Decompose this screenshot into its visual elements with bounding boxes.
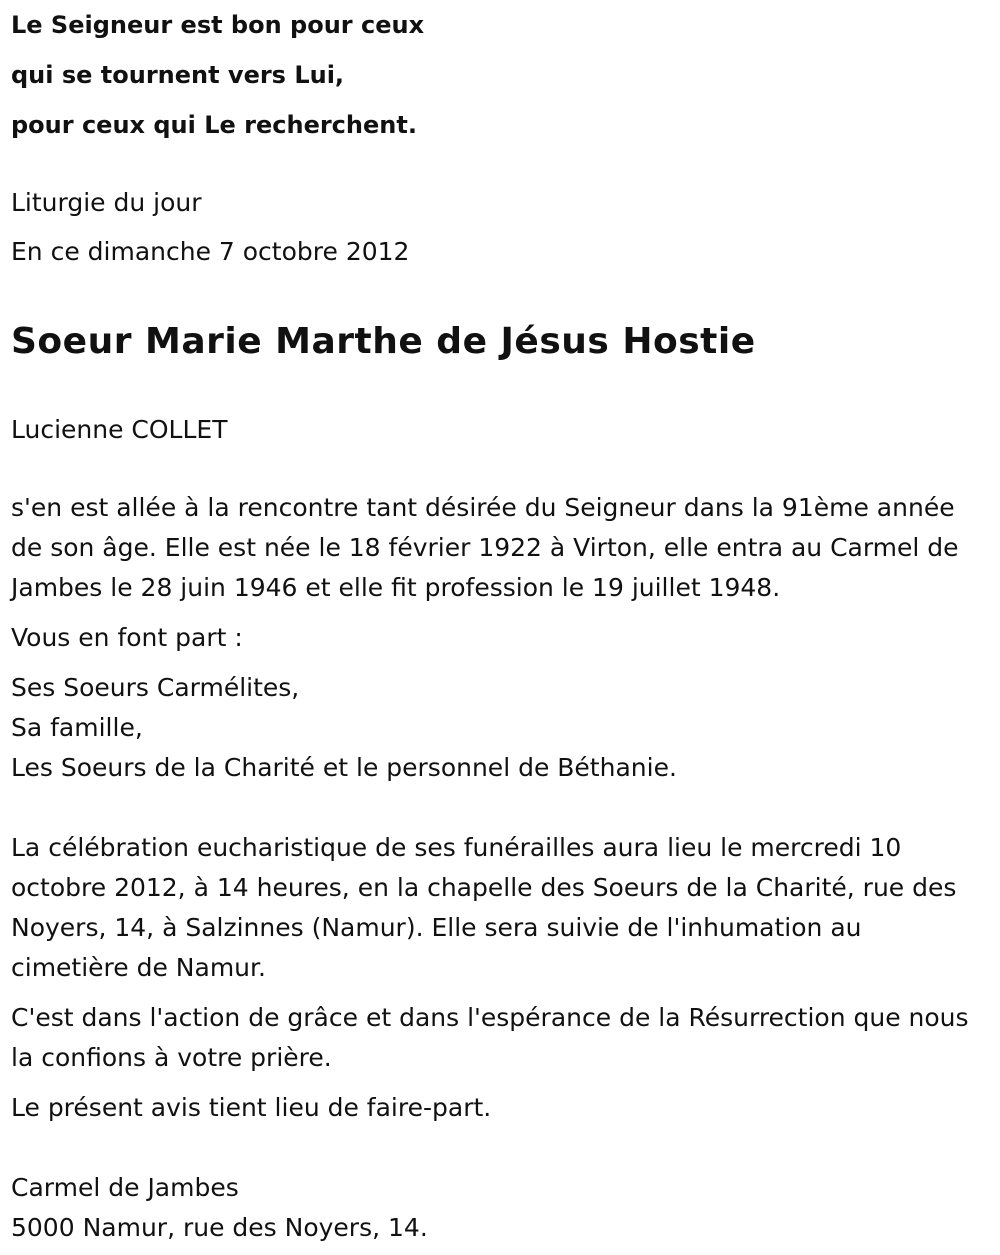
prayer-paragraph: C'est dans l'action de grâce et dans l'espérance de la Résurrection que nous la confions à votre prière. <box>11 1003 969 1072</box>
mourner-item: Les Soeurs de la Charité et le personnel de Béthanie. <box>11 753 677 782</box>
contact-block <box>11 1168 986 1248</box>
mourners-list <box>11 668 986 788</box>
quote-line-1: Le Seigneur est bon pour ceux <box>11 11 425 39</box>
mourner-item: Sa famille, <box>11 713 143 742</box>
obituary-page <box>11 0 986 1248</box>
religious-name-title: Soeur Marie Marthe de Jésus Hostie <box>11 321 756 362</box>
civil-name: Lucienne COLLET <box>11 415 228 444</box>
scripture-quote <box>11 0 986 150</box>
announcement-paragraph: s'en est allée à la rencontre tant désirée du Seigneur dans la 91ème année de son âge. Elle est née le 18 février 1922 à Virton, elle entra au Carmel de Jambes le 28 juin 1946 et elle fit profession le 19 juillet 1948. <box>11 493 959 602</box>
quote-line-2: qui se tournent vers Lui, <box>11 61 345 89</box>
funeral-paragraph: La célébration eucharistique de ses funérailles aura lieu le mercredi 10 octobre 2012, à 14 heures, en la chapelle des Soeurs de la Charité, rue des Noyers, 14, à Salzinnes (Namur). Elle sera suivie de l'inhumation au cimetière de Namur. <box>11 833 957 982</box>
notice-intro: Vous en font part : <box>11 623 243 652</box>
liturgy-date: En ce dimanche 7 octobre 2012 <box>11 237 410 266</box>
liturgy-label: Liturgie du jour <box>11 188 202 217</box>
mourner-item: Ses Soeurs Carmélites, <box>11 673 300 702</box>
contact-line-2: 5000 Namur, rue des Noyers, 14. <box>11 1213 428 1242</box>
contact-line-1: Carmel de Jambes <box>11 1173 239 1202</box>
quote-line-3: pour ceux qui Le recherchent. <box>11 111 417 139</box>
notice-paragraph: Le présent avis tient lieu de faire-part. <box>11 1093 492 1122</box>
liturgy-section <box>11 178 986 276</box>
